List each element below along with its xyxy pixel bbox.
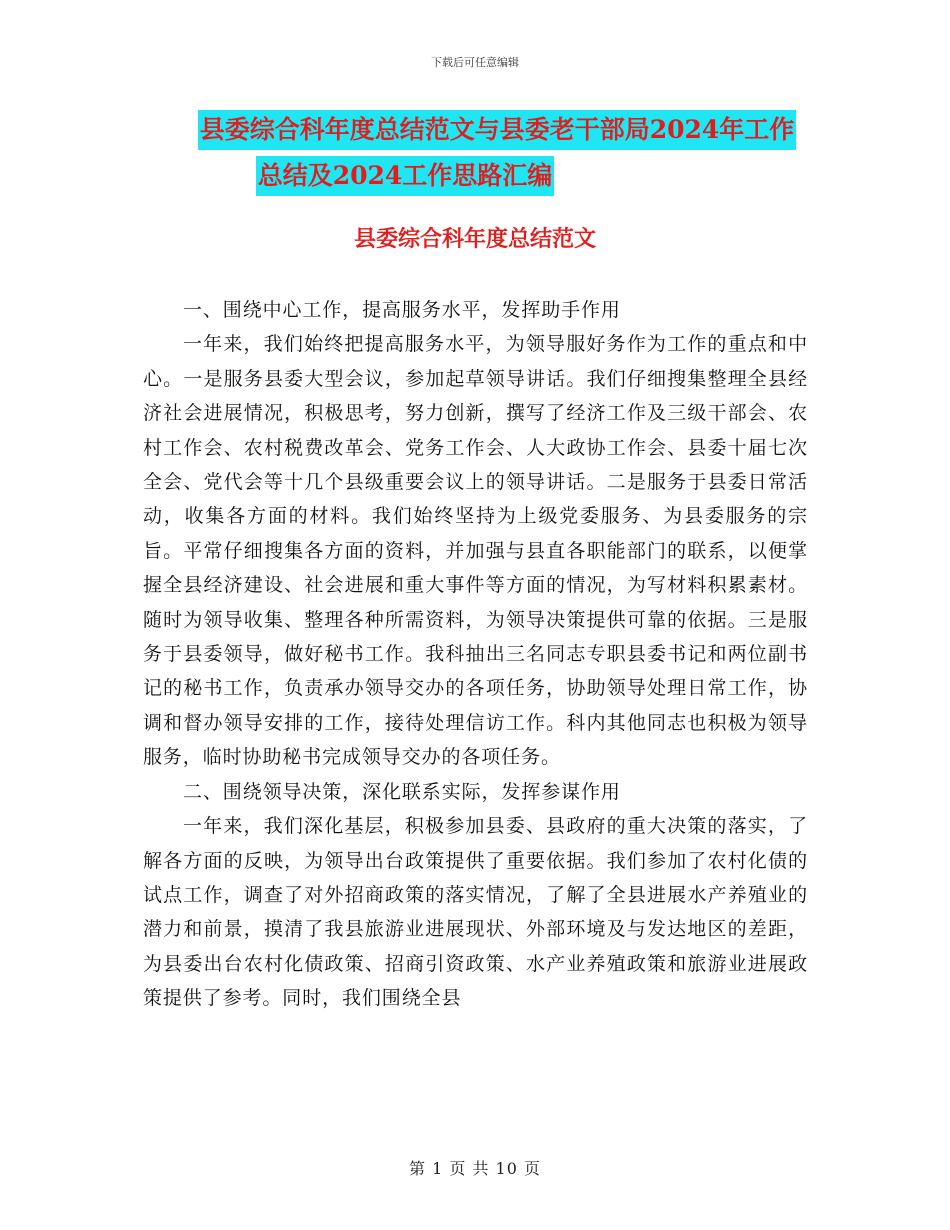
title-line-1: 县委综合科年度总结范文与县委老干部局2024年工作 xyxy=(198,110,797,150)
paragraph: 一、围绕中心工作，提高服务水平，发挥助手作用 xyxy=(183,299,621,321)
paragraph: 一年来，我们深化基层，积极参加县委、县政府的重大决策的落实，了解各方面的反映，为领导出台政策提供了重要依据。我们参加了农村化债的试点工作，调查了对外招商政策的落实情况，了解了全县进展水产养殖业的潜力和前景，摸清了我县旅游业进展现状、外部环境及与发达地区的差距，为县委出台农村化债政策、招商引资政策、水产业养殖政策和旅游业进展政策提供了参考。同时，我们围绕全县 xyxy=(143,815,808,1010)
page-number: 第 1 页 共 10 页 xyxy=(409,1159,541,1178)
section-heading: 县委综合科年度总结范文 xyxy=(353,226,596,252)
header-note: 下载后可任意编辑 xyxy=(431,56,519,69)
title-line-2: 总结及2024工作思路汇编 xyxy=(256,156,555,196)
document-title xyxy=(0,110,950,196)
paragraph: 二、围绕领导决策，深化联系实际，发挥参谋作用 xyxy=(183,780,621,803)
document-body xyxy=(143,293,808,1016)
paragraph: 一年来，我们始终把提高服务水平，为领导服好务作为工作的重点和中心。一是服务县委大型会议，参加起草领导讲话。我们仔细搜集整理全县经济社会进展情况，积极思考，努力创新，撰写了经济工作及三级干部会、农村工作会、农村税费改革会、党务工作会、人大政协工作会、县委十届七次全会、党代会等十几个县级重要会议上的领导讲话。二是服务于县委日常活动，收集各方面的材料。我们始终坚持为上级党委服务、为县委服务的宗旨。平常仔细搜集各方面的资料，并加强与县直各职能部门的联系，以便掌握全县经济建设、社会进展和重大事件等方面的情况，为写材料积累素材。随时为领导收集、整理各种所需资料，为领导决策提供可靠的依据。三是服务于县委领导，做好秘书工作。我科抽出三名同志专职县委书记和两位副书记的秘书工作，负责承办领导交办的各项任务，协助领导处理日常工作，协调和督办领导安排的工作，接待处理信访工作。科内其他同志也积极为领导服务，临时协助秘书完成领导交办的各项任务。 xyxy=(143,333,808,769)
